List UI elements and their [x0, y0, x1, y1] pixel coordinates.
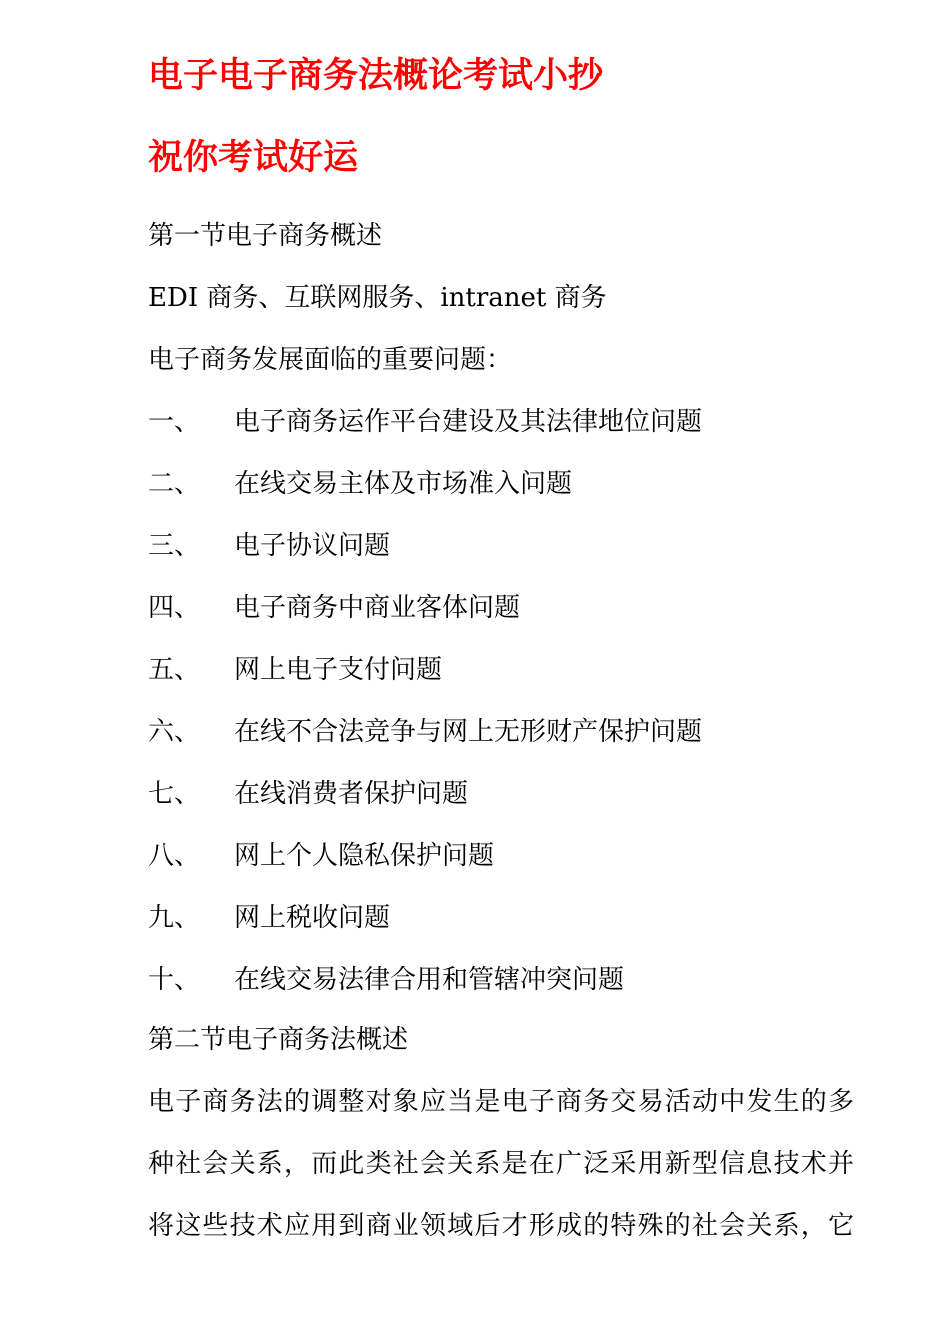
issue-number: 三、	[148, 531, 201, 561]
issue-text: 在线交易主体及市场准入问题	[234, 469, 573, 499]
issue-number: 二、	[148, 469, 201, 499]
issue-number: 七、	[148, 779, 201, 809]
issue-text: 在线不合法竞争与网上无形财产保护问题	[234, 717, 703, 747]
paragraph-line: 种社会关系，而此类社会关系是在广泛采用新型信息技术并	[148, 1149, 856, 1179]
issue-number: 五、	[148, 655, 201, 685]
issue-text: 在线消费者保护问题	[234, 779, 469, 809]
issue-number: 十、	[148, 965, 201, 995]
issue-text: 电子商务运作平台建设及其法律地位问题	[234, 407, 703, 437]
issue-number: 四、	[148, 593, 201, 623]
issue-text: 电子商务中商业客体问题	[234, 593, 521, 623]
paragraph-line: 电子商务法的调整对象应当是电子商务交易活动中发生的多	[148, 1087, 856, 1117]
section-1-heading: 第一节电子商务概述	[148, 221, 383, 251]
issues-heading: 电子商务发展面临的重要问题：	[148, 345, 513, 375]
document-subtitle: 祝你考试好运	[148, 137, 359, 178]
issue-number: 八、	[148, 841, 201, 871]
section-2-heading: 第二节电子商务法概述	[148, 1025, 409, 1055]
issue-text: 在线交易法律合用和管辖冲突问题	[234, 965, 625, 995]
issue-number: 九、	[148, 903, 201, 933]
issue-number: 一、	[148, 407, 201, 437]
issue-text: 网上电子支付问题	[234, 655, 443, 685]
paragraph-line: 将这些技术应用到商业领域后才形成的特殊的社会关系，它	[148, 1211, 856, 1241]
document-title: 电子电子商务法概论考试小抄	[148, 55, 604, 96]
issue-text: 网上个人隐私保护问题	[234, 841, 495, 871]
issue-text: 电子协议问题	[234, 531, 391, 561]
issue-number: 六、	[148, 717, 201, 747]
issue-text: 网上税收问题	[234, 903, 391, 933]
commerce-types-line: EDI 商务、互联网服务、intranet 商务	[148, 283, 607, 313]
